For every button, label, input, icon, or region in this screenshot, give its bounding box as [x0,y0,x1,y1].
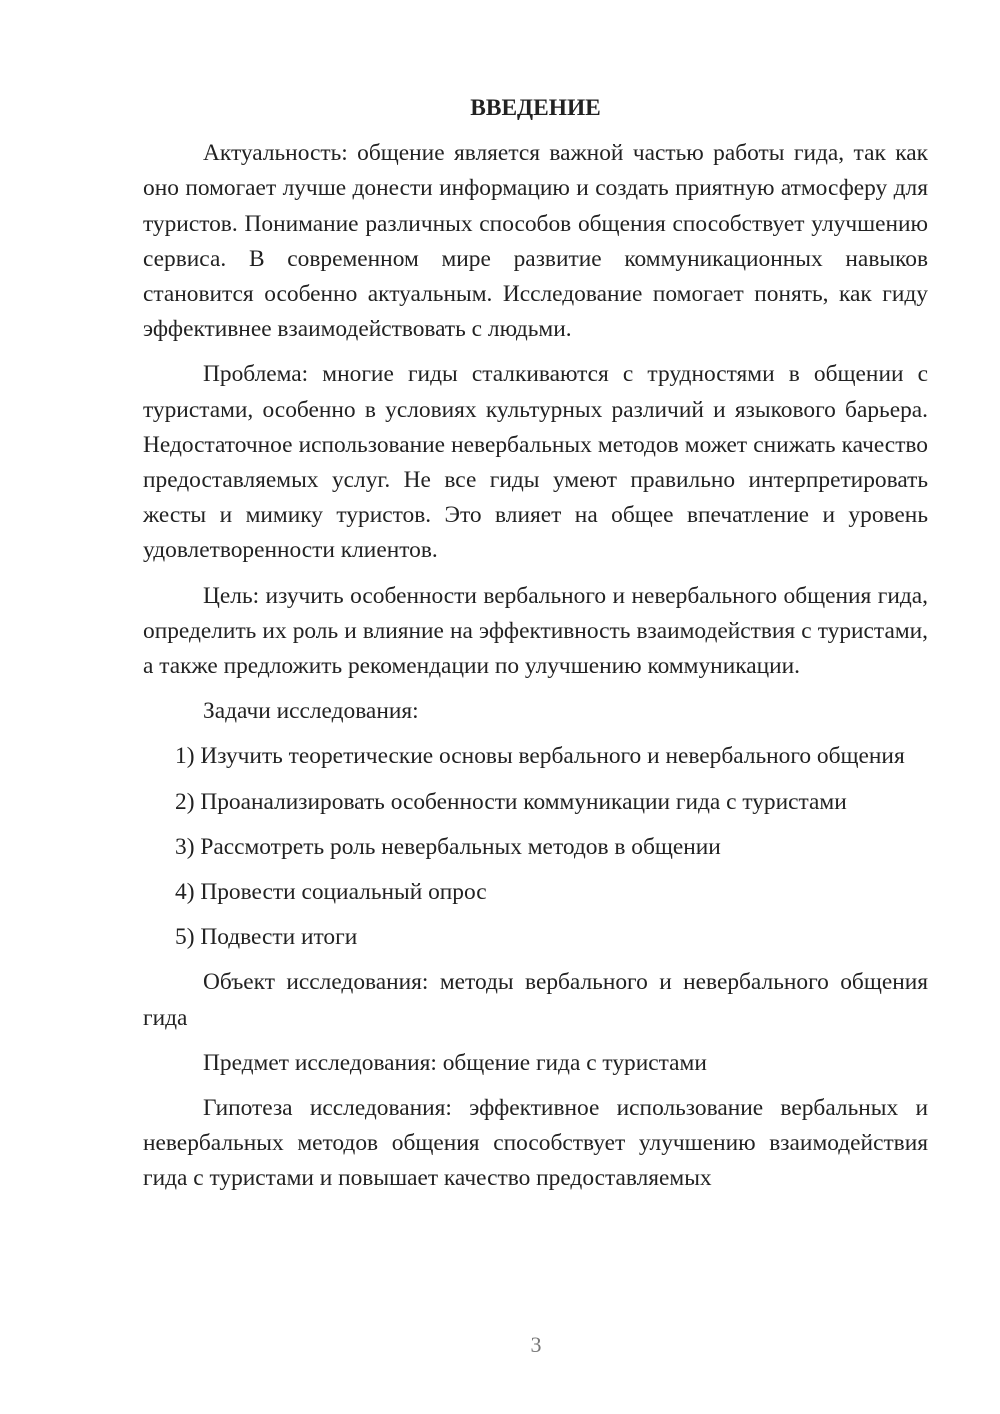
task-item: 5) Подвести итоги [175,924,358,951]
paragraph-goal: Цель: изучить особенности вербального и невербального общения гида, определить их роль и влияние на эффективность взаимодействия с туристами, а также предложить рекомендации по улучшению коммуникации. [143,582,928,680]
task-item: 4) Провести социальный опрос [175,879,487,906]
paragraph-object: Объект исследования: методы вербального и невербального общения гида [143,969,928,1031]
task-item: 2) Проанализировать особенности коммуникации гида с туристами [175,788,847,815]
tasks-heading: Задачи исследования: [203,698,419,725]
paragraph-hypothesis: Гипотеза исследования: эффективное использование вербальных и невербальных методов общения способствует улучшению взаимодействия гида с туристами и повышает качество предоставляемых [143,1095,928,1192]
paragraph-relevance: Актуальность: общение является важной частью работы гида, так как оно помогает лучше донести информацию и создать приятную атмосферу для туристов. Понимание различных способов общения способствует улучшению сервиса. В современном мире развитие коммуникационных навыков становится особенно актуальным. Исследование помогает понять, как гиду эффективнее взаимодействовать с людьми. [143,140,928,343]
paragraph-problem: Проблема: многие гиды сталкиваются с трудностями в общении с туристами, особенно в условиях культурных различий и языкового барьера. Недостаточное использование невербальных методов может снижать качество предоставляемых услуг. Не все гиды умеют правильно интерпретировать жесты и мимику туристов. Это влияет на общее впечатление и уровень удовлетворенности клиентов. [143,361,928,564]
document-body [143,91,928,1207]
tasks-list [143,739,928,955]
paragraph-subject: Предмет исследования: общение гида с туристами [203,1049,707,1076]
task-item: 3) Рассмотреть роль невербальных методов в общении [175,833,721,860]
section-title: ВВЕДЕНИЕ [470,95,601,121]
page-number: 3 [530,1332,542,1357]
task-item: 1) Изучить теоретические основы вербального и невербального общения [175,743,905,770]
